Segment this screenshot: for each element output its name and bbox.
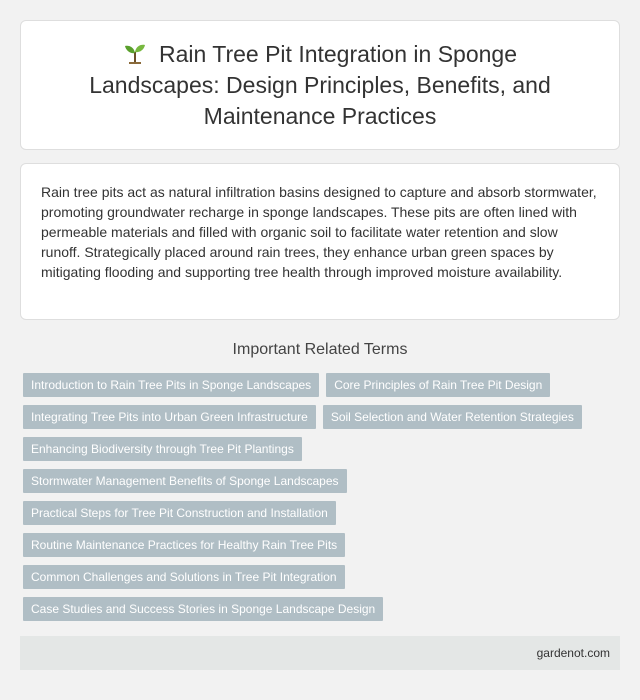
related-term-tag[interactable]: Case Studies and Success Stories in Sponge Landscape Design: [23, 597, 383, 621]
summary-text: Rain tree pits act as natural infiltration basins designed to capture and absorb stormwater, promoting groundwater recharge in sponge landscapes. These pits are often lined with permeable materials and filled with organic soil to facilitate water retention and slow runoff. Strategically placed around rain trees, they enhance urban green spaces by mitigating flooding and supporting tree health through improved moisture availability.: [41, 184, 597, 280]
related-terms-heading: Important Related Terms: [232, 341, 408, 358]
related-term-tag[interactable]: Practical Steps for Tree Pit Construction and Installation: [23, 501, 336, 525]
summary-card: [20, 163, 620, 320]
page-title-text: Rain Tree Pit Integration in Sponge Landscapes: Design Principles, Benefits, and Maintenance Practices: [89, 40, 551, 129]
related-term-tag[interactable]: Routine Maintenance Practices for Healthy Rain Tree Pits: [23, 533, 345, 557]
related-term-tag[interactable]: Enhancing Biodiversity through Tree Pit Plantings: [23, 437, 302, 461]
footer-site-link[interactable]: gardenot.com: [536, 646, 610, 660]
related-term-tag[interactable]: Introduction to Rain Tree Pits in Sponge Landscapes: [23, 373, 319, 397]
related-term-tag[interactable]: Common Challenges and Solutions in Tree Pit Integration: [23, 565, 345, 589]
related-term-tag[interactable]: Core Principles of Rain Tree Pit Design: [326, 373, 550, 397]
related-terms-list: [23, 373, 617, 621]
title-card: [20, 20, 620, 150]
related-term-tag[interactable]: Integrating Tree Pits into Urban Green Infrastructure: [23, 405, 316, 429]
page-title: [61, 39, 579, 132]
related-term-tag[interactable]: Stormwater Management Benefits of Sponge Landscapes: [23, 469, 347, 493]
sprout-icon: [123, 41, 147, 65]
related-term-tag[interactable]: Soil Selection and Water Retention Strategies: [323, 405, 582, 429]
footer: [20, 636, 620, 670]
